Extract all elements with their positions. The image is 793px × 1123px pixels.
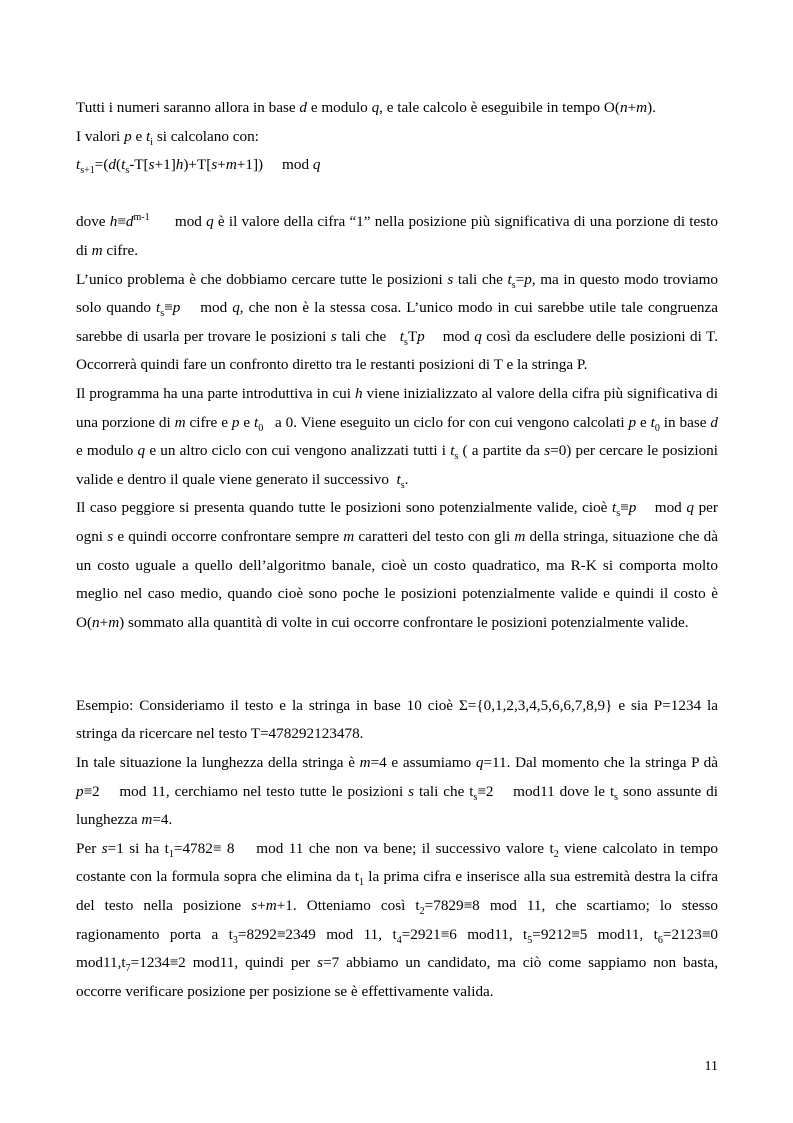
paragraph-definition-h: dove $h\equiv d^{m-1}$ mod q è il valore della cifra “1” nella posizione più significativa di una porzione di testo di m cifre. [76, 212, 718, 259]
paragraph-spacer [76, 180, 718, 209]
paragraph-formula: $t_{s+1}=(d(t_s-T[s+1]h)+T[s+m+1])$ mod q [76, 156, 321, 177]
paragraph-example-steps: Per s=1 si ha $t_1=4782\equiv 8$ mod 11 che non va bene; il successivo valore $t_2$ viene calcolato in tempo costante con la formula sopra che elimina da $t_1$ la prima cifra e inserisce alla sua estremità destra la cifra del testo nella posizione s+m+1. Otteniamo così $t_2=7829\equiv 8$ mod 11, che scartiamo; lo stesso ragionamento porta a $t_3=8292\equiv 2349$ mod 11, $t_4=2921\equiv 6$ mod11, $t_5=9212\equiv 5$ mod11, $t_6=2123\equiv 0$ $mod11,t_7=1234\equiv 2$ mod11, quindi per s=7 abbiamo un candidato, ma ciò come sappiamo non basta, occorre verificare posizione per posizione se è effettivamente valida. [76, 839, 719, 1000]
page-body [76, 94, 718, 1006]
paragraph-intro-line-2: I valori p e $t_i$ si calcolano con: [76, 127, 259, 148]
paragraph-program: Il programma ha una parte introduttiva in cui h viene inizializzato al valore della cifra più significativa di una porzione di m cifre e p e $t_0$ a 0. Viene eseguito un ciclo for con cui vengono calcolati p e $t_0$ in base d e modulo q e un altro ciclo con cui vengono analizzati tutti i $t_s$ ( a partite da s=0) per cercare le posizioni valide e dentro il quale viene generato il successivo $t_s$. [76, 384, 718, 491]
paragraph-example-length: In tale situazione la lunghezza della stringa è m=4 e assumiamo q=11. Dal momento che la stringa P dà p≡2 mod 11, cerchiamo nel testo tutte le posizioni s tali che $t_s\equiv 2$ mod11 dove le $t_s$ sono assunte di lunghezza m=4. [76, 754, 718, 829]
paragraph-intro-line-1: Tutti i numeri saranno allora in base d e modulo q, e tale calcolo è eseguibile in tempo O(n+m). [76, 99, 656, 116]
paragraph-example: Esempio: Consideriamo il testo e la stringa in base 10 cioè Σ={0,1,2,3,4,5,6,6,7,8,9} e sia P=1234 la stringa da ricercare nel testo T=478292123478. [76, 696, 718, 743]
paragraph-spacer [76, 666, 718, 692]
paragraph-worst-case: Il caso peggiore si presenta quando tutte le posizioni sono potenzialmente valide, cioè $t_s\equiv p$ mod q per ogni s e quindi occorre confrontare sempre m caratteri del testo con gli m della stringa, situazione che dà un costo uguale a quello dell’algoritmo banale, cioè un costo quadratico, ma R-K si comporta molto meglio nel caso medio, quando cioè sono poche le posizioni potenzialmente valide e quindi il costo è O(n+m) sommato alla quantità di volte in cui occorre confrontare le posizioni potenzialmente valide. [76, 499, 718, 631]
page-number: 11 [704, 1059, 718, 1074]
paragraph-problem: L’unico problema è che dobbiamo cercare tutte le posizioni s tali che $t_s=p$, ma in questo modo troviamo solo quando $t_s\equiv p$ mod q, che non è la stessa cosa. L’unico modo in cui sarebbe utile tale congruenza sarebbe di usarla per trovare le posizioni s tali che $t_sTp$ mod q così da escludere delle posizioni di T. Occorrerà quindi fare un confronto diretto tra le restanti posizioni di T e la stringa P. [76, 270, 719, 374]
paragraph-spacer [76, 637, 718, 666]
